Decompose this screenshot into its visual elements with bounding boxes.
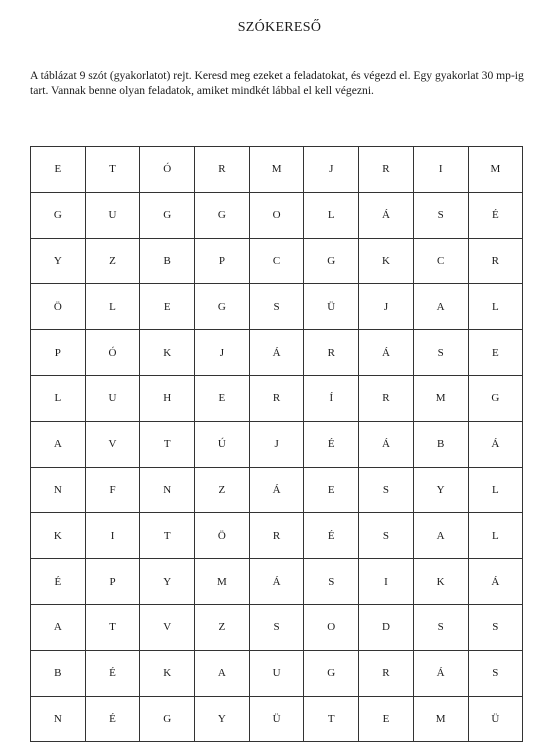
- grid-cell: Y: [140, 559, 195, 605]
- grid-cell: T: [140, 513, 195, 559]
- grid-cell: Ö: [31, 284, 86, 330]
- grid-cell: Z: [195, 467, 250, 513]
- grid-cell: K: [140, 650, 195, 696]
- grid-cell: É: [468, 192, 523, 238]
- grid-cell: C: [413, 238, 468, 284]
- grid-cell: Á: [413, 650, 468, 696]
- grid-cell: Z: [85, 238, 140, 284]
- grid-cell: S: [468, 604, 523, 650]
- grid-cell: P: [31, 330, 86, 376]
- grid-cell: E: [31, 147, 86, 193]
- grid-cell: B: [140, 238, 195, 284]
- grid-cell: S: [304, 559, 359, 605]
- grid-row: [31, 147, 523, 193]
- grid-cell: O: [249, 192, 304, 238]
- grid-cell: L: [85, 284, 140, 330]
- grid-cell: S: [468, 650, 523, 696]
- grid-cell: A: [413, 284, 468, 330]
- grid-row: [31, 330, 523, 376]
- grid-cell: O: [304, 604, 359, 650]
- grid-cell: S: [249, 284, 304, 330]
- grid-cell: É: [85, 650, 140, 696]
- grid-cell: R: [304, 330, 359, 376]
- grid-row: [31, 284, 523, 330]
- grid-cell: I: [359, 559, 414, 605]
- grid-cell: Á: [249, 467, 304, 513]
- grid-cell: K: [31, 513, 86, 559]
- grid-cell: C: [249, 238, 304, 284]
- grid-cell: R: [249, 375, 304, 421]
- grid-cell: Á: [468, 559, 523, 605]
- grid-cell: T: [304, 696, 359, 742]
- grid-cell: L: [468, 467, 523, 513]
- grid-cell: T: [85, 604, 140, 650]
- grid-cell: Y: [413, 467, 468, 513]
- grid-cell: P: [195, 238, 250, 284]
- grid-cell: S: [359, 467, 414, 513]
- grid-cell: G: [195, 192, 250, 238]
- grid-cell: J: [304, 147, 359, 193]
- grid-row: [31, 192, 523, 238]
- grid-cell: I: [85, 513, 140, 559]
- grid-cell: E: [359, 696, 414, 742]
- grid-cell: M: [195, 559, 250, 605]
- grid-row: [31, 238, 523, 284]
- grid-cell: R: [195, 147, 250, 193]
- grid-cell: R: [359, 375, 414, 421]
- grid-cell: É: [85, 696, 140, 742]
- grid-cell: É: [31, 559, 86, 605]
- grid-cell: G: [31, 192, 86, 238]
- grid-cell: M: [468, 147, 523, 193]
- grid-cell: E: [468, 330, 523, 376]
- grid-cell: L: [468, 284, 523, 330]
- grid-cell: R: [359, 147, 414, 193]
- grid-cell: Ü: [249, 696, 304, 742]
- grid-cell: S: [413, 192, 468, 238]
- grid-cell: Á: [249, 330, 304, 376]
- grid-cell: D: [359, 604, 414, 650]
- grid-cell: R: [249, 513, 304, 559]
- grid-cell: É: [304, 421, 359, 467]
- grid-cell: Á: [359, 421, 414, 467]
- grid-cell: P: [85, 559, 140, 605]
- grid-cell: Á: [359, 192, 414, 238]
- grid-cell: Ó: [140, 147, 195, 193]
- grid-cell: A: [31, 604, 86, 650]
- grid-cell: G: [304, 238, 359, 284]
- grid-cell: H: [140, 375, 195, 421]
- grid-cell: J: [359, 284, 414, 330]
- grid-cell: A: [31, 421, 86, 467]
- grid-cell: U: [85, 192, 140, 238]
- grid-cell: U: [249, 650, 304, 696]
- grid-cell: É: [304, 513, 359, 559]
- grid-cell: M: [413, 696, 468, 742]
- grid-cell: J: [249, 421, 304, 467]
- grid-row: [31, 604, 523, 650]
- grid-cell: Y: [195, 696, 250, 742]
- grid-cell: V: [85, 421, 140, 467]
- grid-cell: Y: [31, 238, 86, 284]
- grid-body: [31, 147, 523, 742]
- grid-cell: L: [31, 375, 86, 421]
- grid-row: [31, 559, 523, 605]
- grid-cell: Ó: [85, 330, 140, 376]
- grid-cell: M: [249, 147, 304, 193]
- grid-cell: K: [359, 238, 414, 284]
- grid-cell: Ü: [304, 284, 359, 330]
- instructions-text: A táblázat 9 szót (gyakorlatot) rejt. Keresd meg ezeket a feladatokat, és végezd el. Egy gyakorlat 30 mp-ig tart. Vannak benne olyan feladatok, amiket mindkét lábbal el kell végezni.: [30, 69, 524, 97]
- grid-cell: J: [195, 330, 250, 376]
- grid-cell: K: [413, 559, 468, 605]
- grid-cell: G: [195, 284, 250, 330]
- grid-cell: Ü: [468, 696, 523, 742]
- grid-cell: B: [31, 650, 86, 696]
- grid-cell: L: [304, 192, 359, 238]
- grid-cell: Á: [359, 330, 414, 376]
- grid-cell: E: [140, 284, 195, 330]
- grid-cell: Í: [304, 375, 359, 421]
- grid-cell: R: [359, 650, 414, 696]
- grid-cell: S: [413, 604, 468, 650]
- page-title: SZÓKERESŐ: [237, 20, 322, 35]
- grid-cell: U: [85, 375, 140, 421]
- grid-row: [31, 513, 523, 559]
- grid-cell: L: [468, 513, 523, 559]
- grid-cell: G: [304, 650, 359, 696]
- grid-cell: Ú: [195, 421, 250, 467]
- grid-cell: G: [468, 375, 523, 421]
- grid-row: [31, 650, 523, 696]
- grid-cell: N: [31, 696, 86, 742]
- grid-cell: N: [140, 467, 195, 513]
- grid-cell: S: [249, 604, 304, 650]
- grid-cell: M: [413, 375, 468, 421]
- grid-cell: G: [140, 696, 195, 742]
- grid-cell: E: [195, 375, 250, 421]
- grid-cell: I: [413, 147, 468, 193]
- grid-cell: S: [413, 330, 468, 376]
- grid-cell: N: [31, 467, 86, 513]
- grid-cell: S: [359, 513, 414, 559]
- word-search-grid: [30, 146, 523, 742]
- grid-cell: A: [413, 513, 468, 559]
- grid-cell: T: [140, 421, 195, 467]
- grid-cell: Á: [249, 559, 304, 605]
- grid-cell: B: [413, 421, 468, 467]
- grid-cell: Z: [195, 604, 250, 650]
- grid-cell: Ö: [195, 513, 250, 559]
- grid-cell: F: [85, 467, 140, 513]
- grid-cell: Á: [468, 421, 523, 467]
- grid-cell: A: [195, 650, 250, 696]
- grid-row: [31, 696, 523, 742]
- grid-row: [31, 421, 523, 467]
- grid-cell: G: [140, 192, 195, 238]
- grid-row: [31, 467, 523, 513]
- grid-cell: R: [468, 238, 523, 284]
- grid-cell: V: [140, 604, 195, 650]
- grid-cell: K: [140, 330, 195, 376]
- grid-row: [31, 375, 523, 421]
- grid-cell: E: [304, 467, 359, 513]
- grid-cell: T: [85, 147, 140, 193]
